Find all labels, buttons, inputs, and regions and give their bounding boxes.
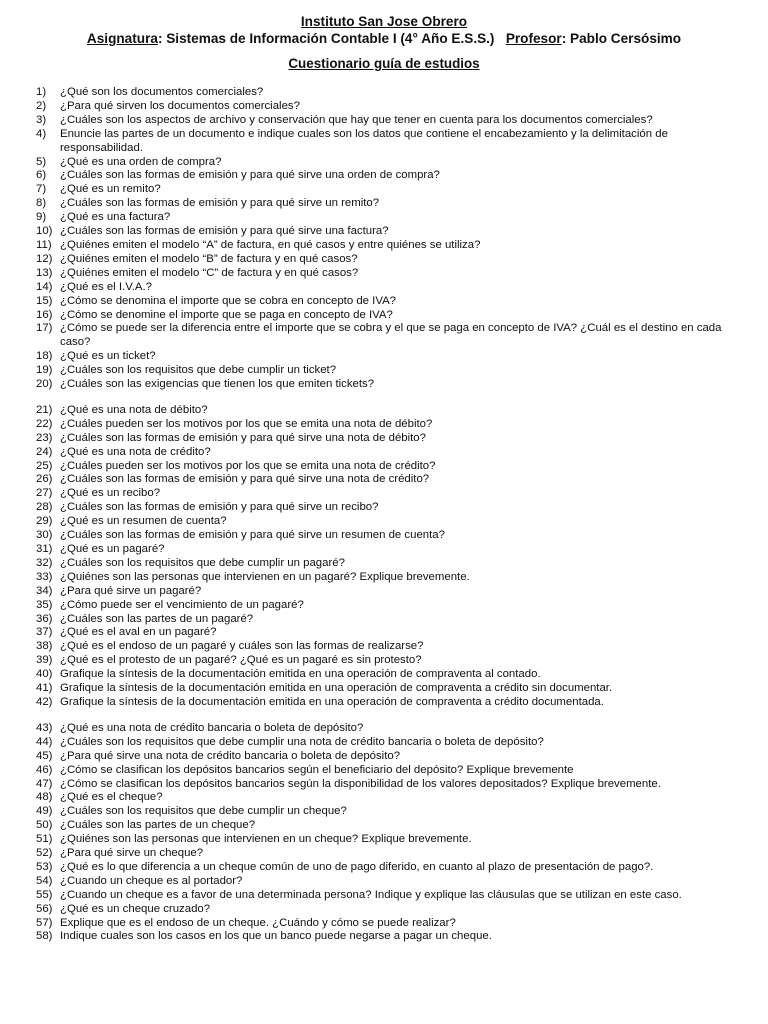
question-item: [36, 917, 736, 931]
question-item: [36, 778, 736, 792]
question-text: ¿Cuáles son los requisitos que debe cumplir un cheque?: [60, 805, 347, 818]
question-text: ¿Cuáles son las exigencias que tienen los que emiten tickets?: [60, 378, 375, 391]
question-item: [36, 100, 736, 114]
question-item: [36, 460, 736, 474]
question-text: Enuncie las partes de un documento e indique cuales son los datos que contiene el encabezamiento y la delimitación de responsabilidad.: [60, 127, 668, 154]
question-item: [36, 585, 736, 599]
question-text: Indique cuales son los casos en los que un banco puede negarse a pagar un cheque.: [60, 930, 492, 943]
question-item: [36, 295, 736, 309]
question-text: ¿Qué es un ticket?: [60, 350, 156, 363]
question-number: 25): [36, 459, 53, 472]
question-text: ¿Quiénes son las personas que intervienen en un pagaré? Explique brevemente.: [60, 570, 470, 583]
question-text: Grafique la síntesis de la documentación emitida en una operación de compraventa a crédito sin documentar.: [60, 682, 613, 695]
question-text: ¿Qué es un recibo?: [60, 487, 161, 500]
question-text: ¿Qué es lo que diferencia a un cheque común de uno de pago diferido, en cuanto al plazo de presentación de pago?.: [60, 860, 654, 873]
question-text: ¿Qué es un remito?: [60, 183, 161, 196]
question-item: [36, 750, 736, 764]
question-text: Grafique la síntesis de la documentación emitida en una operación de compraventa a crédito documentada.: [60, 695, 604, 708]
question-number: 24): [36, 445, 53, 458]
question-number: 50): [36, 819, 53, 832]
question-number: 20): [36, 378, 53, 391]
question-item: [36, 267, 736, 281]
question-number: 12): [36, 252, 53, 265]
question-text: ¿Cuando un cheque es al portador?: [60, 874, 243, 887]
question-item: [36, 571, 736, 585]
teacher-label: Profesor: [505, 31, 562, 46]
question-list: [36, 86, 736, 944]
question-number: 58): [36, 930, 53, 943]
question-number: 10): [36, 225, 53, 238]
question-item: [36, 404, 736, 418]
question-text: ¿Qué son los documentos comerciales?: [60, 86, 264, 98]
question-number: 16): [36, 308, 53, 321]
question-text: ¿Cuáles son los aspectos de archivo y conservación que hay que tener en cuenta para los documentos comerciales?: [60, 113, 653, 126]
question-number: 17): [36, 322, 53, 335]
question-text: ¿Qué es una nota de crédito?: [60, 445, 211, 458]
question-item: [36, 86, 736, 100]
question-number: 53): [36, 860, 53, 873]
document-title: Cuestionario guía de estudios: [288, 56, 480, 71]
question-text: ¿Qué es el cheque?: [60, 791, 163, 804]
question-item: [36, 446, 736, 460]
question-text: ¿Cuáles son las formas de emisión y para qué sirve una factura?: [60, 225, 389, 238]
question-item: [36, 668, 736, 682]
question-text: ¿Cuáles pueden ser los motivos por los que se emita una nota de débito?: [60, 417, 433, 430]
question-item: [36, 281, 736, 295]
question-item: [36, 473, 736, 487]
subject-value: : Sistemas de Información Contable I (4° Año E.S.S.): [157, 31, 495, 46]
question-number: 18): [36, 350, 53, 363]
question-item: [36, 515, 736, 529]
question-item: [36, 128, 736, 156]
question-number: 9): [36, 211, 47, 224]
question-text: ¿Quiénes emiten el modelo “C” de factura y en qué casos?: [60, 266, 359, 279]
question-text: ¿Cómo se denomine el importe que se paga en concepto de IVA?: [60, 308, 393, 321]
question-item: [36, 930, 736, 944]
question-number: 37): [36, 626, 53, 639]
question-number: 43): [36, 721, 53, 734]
question-number: 39): [36, 654, 53, 667]
question-number: 14): [36, 280, 53, 293]
question-text: ¿Qué es el endoso de un pagaré y cuáles son las formas de realizarse?: [60, 640, 424, 653]
question-number: 31): [36, 543, 53, 555]
question-item: [36, 309, 736, 323]
question-text: ¿Quiénes emiten el modelo “A” de factura, en qué casos y entre quiénes se utiliza?: [60, 238, 481, 251]
question-number: 41): [36, 682, 53, 695]
question-text: ¿Cómo se puede ser la diferencia entre el importe que se cobra y el que se paga en concepto de IVA? ¿Cuál es el destino en cada caso?: [60, 322, 722, 349]
question-item: [36, 626, 736, 640]
question-text: ¿Qué es una nota de débito?: [60, 403, 208, 416]
question-number: 28): [36, 501, 53, 514]
question-text: ¿Cuáles pueden ser los motivos por los que se emita una nota de crédito?: [60, 459, 436, 472]
question-number: 30): [36, 529, 53, 542]
question-text: ¿Cuáles son las formas de emisión y para qué sirve un resumen de cuenta?: [60, 529, 445, 542]
school-name: Instituto San Jose Obrero: [300, 14, 468, 29]
question-text: ¿Qué es una orden de compra?: [60, 155, 222, 168]
question-number: 47): [36, 777, 53, 790]
question-item: [36, 682, 736, 696]
question-text: ¿Quiénes emiten el modelo “B” de factura y en qué casos?: [60, 252, 358, 265]
question-text: ¿Qué es el protesto de un pagaré? ¿Qué es un pagaré es sin protesto?: [60, 654, 422, 667]
question-item: [36, 239, 736, 253]
question-number: 40): [36, 668, 53, 681]
question-text: ¿Cuando un cheque es a favor de una determinada persona? Indique y explique las cláusulas que se utilizan en este caso.: [60, 888, 682, 901]
question-text: ¿Para qué sirve un pagaré?: [60, 584, 202, 597]
question-number: 27): [36, 487, 53, 500]
question-text: ¿Para qué sirve un cheque?: [60, 847, 204, 860]
question-item: [36, 722, 736, 736]
question-number: 54): [36, 874, 53, 887]
question-text: ¿Qué es un cheque cruzado?: [60, 902, 211, 915]
question-item: [36, 114, 736, 128]
question-text: ¿Cuáles son las partes de un cheque?: [60, 819, 256, 832]
question-number: 51): [36, 833, 53, 846]
question-number: 32): [36, 556, 53, 569]
question-item: [36, 833, 736, 847]
question-item: [36, 501, 736, 515]
question-number: 1): [36, 86, 47, 98]
question-number: 29): [36, 515, 53, 528]
question-text: ¿Cuáles son las formas de emisión y para qué sirve una orden de compra?: [60, 169, 440, 182]
question-item: [36, 861, 736, 875]
question-item: [36, 487, 736, 501]
question-item: [36, 903, 736, 917]
question-number: 4): [36, 127, 47, 140]
question-number: 11): [36, 238, 52, 251]
question-number: 52): [36, 847, 53, 860]
question-item: [36, 640, 736, 654]
question-number: 7): [36, 183, 47, 196]
question-text: ¿Cuáles son los requisitos que debe cumplir una nota de crédito bancaria o boleta de depósito?: [60, 735, 544, 748]
question-text: ¿Qué es un resumen de cuenta?: [60, 515, 227, 528]
question-text: ¿Qué es un pagaré?: [60, 543, 165, 555]
question-text: Explique que es el endoso de un cheque. ¿Cuándo y cómo se puede realizar?: [60, 916, 456, 929]
question-number: 5): [36, 155, 47, 168]
question-text: ¿Cómo se clasifican los depósitos bancarios según la disponibilidad de los valores depositados? Explique brevemente.: [60, 777, 661, 790]
question-number: 19): [36, 364, 53, 377]
question-text: ¿Cuáles son las partes de un pagaré?: [60, 612, 254, 625]
question-text: ¿Cuáles son las formas de emisión y para qué sirve una nota de crédito?: [60, 473, 430, 486]
question-number: 26): [36, 473, 53, 486]
course-line: [0, 30, 768, 47]
question-text: ¿Qué es una nota de crédito bancaria o boleta de depósito?: [60, 721, 364, 734]
question-item: [36, 613, 736, 627]
question-item: [36, 847, 736, 861]
question-number: 15): [36, 294, 53, 307]
question-item: [36, 322, 736, 350]
question-item: [36, 696, 736, 710]
question-item: [36, 169, 736, 183]
question-text: ¿Cómo se denomina el importe que se cobra en concepto de IVA?: [60, 294, 397, 307]
question-item: [36, 418, 736, 432]
question-text: ¿Para qué sirve una nota de crédito bancaria o boleta de depósito?: [60, 749, 401, 762]
question-item: [36, 819, 736, 833]
question-number: 45): [36, 749, 53, 762]
question-number: 55): [36, 888, 53, 901]
question-item: [36, 225, 736, 239]
question-number: 49): [36, 805, 53, 818]
question-item: [36, 253, 736, 267]
question-number: 44): [36, 735, 53, 748]
question-text: ¿Qué es el aval en un pagaré?: [60, 626, 217, 639]
question-number: 36): [36, 612, 53, 625]
question-item: [36, 350, 736, 364]
question-text: ¿Cuáles son las formas de emisión y para qué sirve un remito?: [60, 197, 380, 210]
subject-label: Asignatura: [86, 31, 158, 46]
question-item: [36, 432, 736, 446]
question-item: [36, 805, 736, 819]
question-item: [36, 599, 736, 613]
question-number: 22): [36, 417, 53, 430]
question-number: 42): [36, 695, 53, 708]
teacher-value: : Pablo Cersósimo: [561, 31, 682, 46]
question-item: [36, 183, 736, 197]
question-number: 3): [36, 113, 47, 126]
question-text: ¿Para qué sirven los documentos comerciales?: [60, 99, 300, 112]
question-item: [36, 889, 736, 903]
question-number: 6): [36, 169, 47, 182]
question-item: [36, 156, 736, 170]
question-item: [36, 211, 736, 225]
question-item: [36, 364, 736, 378]
question-number: 33): [36, 570, 53, 583]
question-item: [36, 378, 736, 392]
question-number: 46): [36, 763, 53, 776]
question-number: 2): [36, 99, 47, 112]
question-item: [36, 557, 736, 571]
question-text: ¿Quiénes son las personas que intervienen en un cheque? Explique brevemente.: [60, 833, 472, 846]
question-number: 38): [36, 640, 53, 653]
question-number: 13): [36, 266, 53, 279]
question-number: 34): [36, 584, 53, 597]
question-text: ¿Cómo puede ser el vencimiento de un pagaré?: [60, 598, 304, 611]
question-text: ¿Qué es el I.V.A.?: [60, 280, 153, 293]
question-number: 48): [36, 791, 53, 804]
question-item: [36, 197, 736, 211]
question-number: 21): [36, 403, 53, 416]
question-item: [36, 736, 736, 750]
question-item: [36, 654, 736, 668]
question-number: 8): [36, 197, 47, 210]
question-item: [36, 764, 736, 778]
question-item: [36, 791, 736, 805]
question-text: ¿Cuáles son las formas de emisión y para qué sirve una nota de débito?: [60, 431, 426, 444]
question-text: ¿Cuáles son los requisitos que debe cumplir un ticket?: [60, 364, 337, 377]
question-item: [36, 543, 736, 557]
question-number: 57): [36, 916, 53, 929]
question-number: 23): [36, 431, 53, 444]
question-text: Grafique la síntesis de la documentación emitida en una operación de compraventa al contado.: [60, 668, 541, 681]
question-text: ¿Cuáles son los requisitos que debe cumplir un pagaré?: [60, 556, 345, 569]
document-header: [0, 13, 768, 47]
question-text: ¿Cómo se clasifican los depósitos bancarios según el beneficiario del depósito? Explique brevemente: [60, 763, 574, 776]
question-text: ¿Qué es una factura?: [60, 211, 171, 224]
question-item: [36, 875, 736, 889]
question-number: 35): [36, 598, 53, 611]
question-item: [36, 529, 736, 543]
question-number: 56): [36, 902, 53, 915]
question-text: ¿Cuáles son las formas de emisión y para qué sirve un recibo?: [60, 501, 379, 514]
